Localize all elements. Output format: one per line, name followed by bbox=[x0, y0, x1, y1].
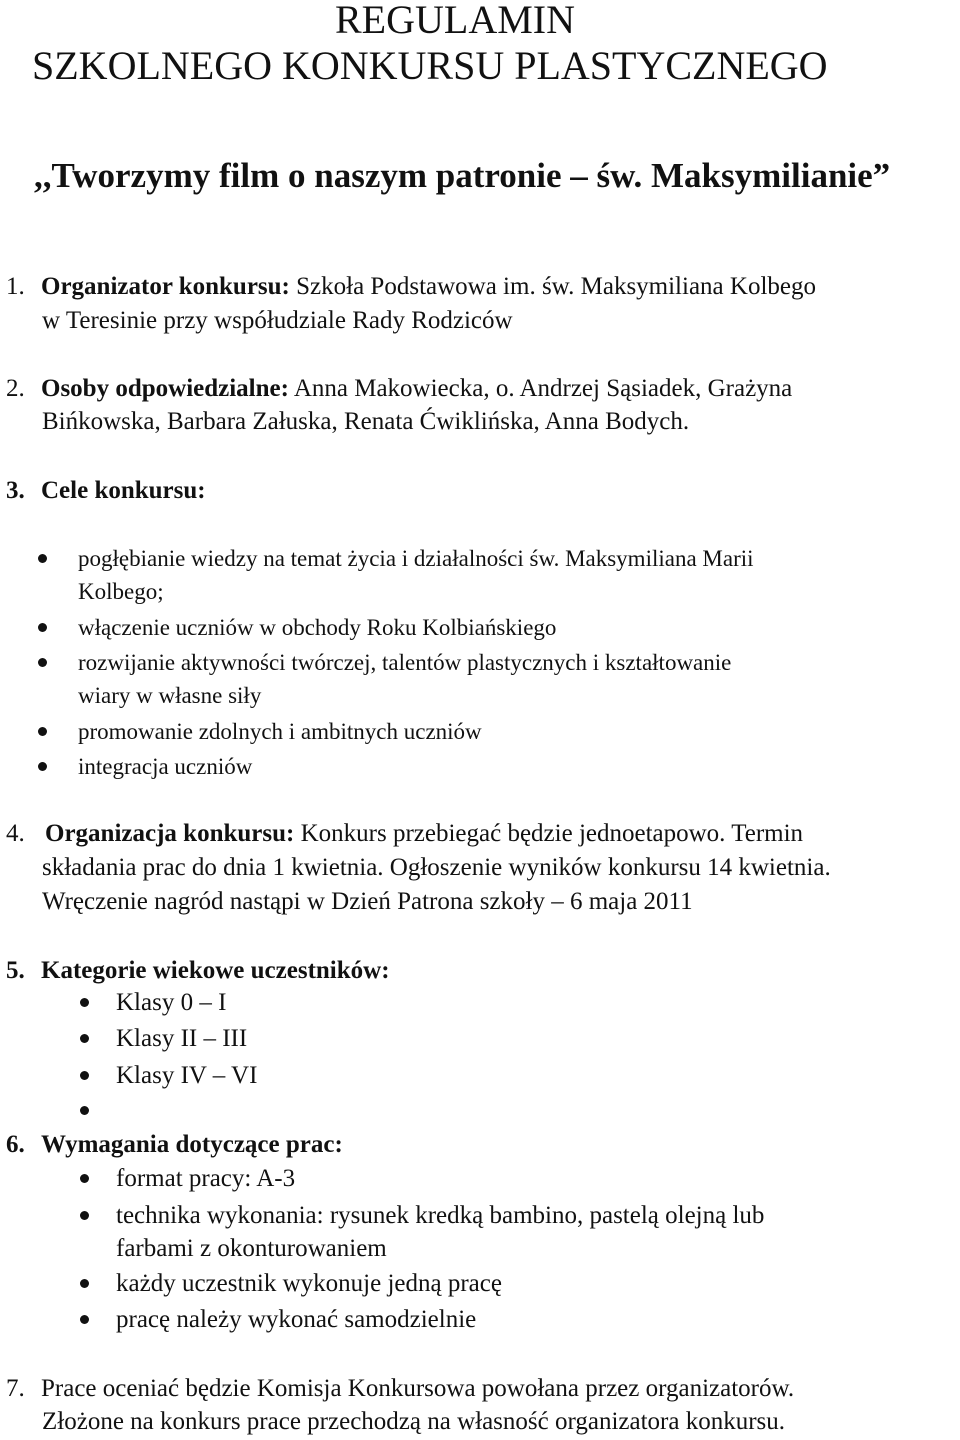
goal-item-2: włączenie uczniów w obchody Roku Kolbiańskiego bbox=[78, 615, 557, 640]
section-3 bbox=[6, 474, 206, 507]
requirement-4: pracę należy wykonać samodzielnie bbox=[116, 1306, 477, 1333]
section-2-text: Anna Makowiecka, o. Andrzej Sąsiadek, Grażyna bbox=[288, 375, 793, 402]
document-title-line1: REGULAMIN bbox=[335, 0, 575, 42]
bullet-icon bbox=[80, 1174, 89, 1183]
section-4-label: Organizacja konkursu: bbox=[45, 820, 295, 847]
section-4-number: 4. bbox=[6, 820, 25, 847]
section-4-text: Konkurs przebiegać będzie jednoetapowo. Termin bbox=[294, 820, 804, 847]
section-5-number: 5. bbox=[6, 957, 25, 984]
section-6-label: Wymagania dotyczące prac: bbox=[41, 1131, 343, 1158]
goal-item-3: rozwijanie aktywności twórczej, talentów plastycznych i kształtowanie bbox=[78, 650, 732, 675]
section-6-number: 6. bbox=[6, 1131, 25, 1158]
section-4-text-cont: składania prac do dnia 1 kwietnia. Ogłoszenie wyników konkursu 14 kwietnia. bbox=[42, 854, 831, 881]
section-1-label: Organizator konkursu: bbox=[41, 273, 290, 300]
section-1-text-cont: w Teresinie przy współudziale Rady Rodziców bbox=[42, 307, 513, 334]
goal-item-1: pogłębianie wiedzy na temat życia i działalności św. Maksymiliana Marii bbox=[78, 546, 754, 571]
section-2-label: Osoby odpowiedzialne: bbox=[41, 375, 289, 402]
bullet-icon bbox=[80, 1279, 89, 1288]
section-1-number: 1. bbox=[6, 273, 25, 300]
bullet-icon bbox=[80, 1034, 89, 1043]
bullet-icon bbox=[80, 1071, 89, 1080]
requirement-3: każdy uczestnik wykonuje jedną pracę bbox=[116, 1270, 502, 1297]
age-category-2: Klasy II – III bbox=[116, 1025, 248, 1052]
requirement-2: technika wykonania: rysunek kredką bambino, pastelą olejną lub bbox=[116, 1202, 765, 1229]
section-4-text-cont2: Wręczenie nagród nastąpi w Dzień Patrona szkoły – 6 maja 2011 bbox=[42, 888, 693, 915]
section-2-number: 2. bbox=[6, 375, 25, 402]
requirement-2-cont: farbami z okonturowaniem bbox=[116, 1235, 387, 1262]
section-5-label: Kategorie wiekowe uczestników: bbox=[41, 957, 390, 984]
section-7 bbox=[6, 1372, 794, 1405]
bullet-icon bbox=[38, 554, 47, 563]
goal-item-3-cont: wiary w własne siły bbox=[78, 683, 262, 708]
section-6 bbox=[6, 1128, 343, 1161]
bullet-icon bbox=[80, 1211, 89, 1220]
section-3-label: Cele konkursu: bbox=[41, 477, 206, 504]
section-1 bbox=[6, 270, 816, 303]
section-4 bbox=[6, 817, 803, 850]
document-subtitle: ,,Tworzymy film o naszym patronie – św. Maksymilianie” bbox=[34, 156, 891, 195]
goal-item-5: integracja uczniów bbox=[78, 754, 253, 779]
goal-item-4: promowanie zdolnych i ambitnych uczniów bbox=[78, 719, 482, 744]
bullet-icon bbox=[80, 998, 89, 1007]
bullet-icon bbox=[38, 727, 47, 736]
bullet-icon bbox=[80, 1315, 89, 1324]
bullet-icon bbox=[38, 762, 47, 771]
document-title-line2: SZKOLNEGO KONKURSU PLASTYCZNEGO bbox=[32, 43, 828, 88]
section-2 bbox=[6, 372, 792, 405]
requirement-1: format pracy: A-3 bbox=[116, 1165, 296, 1192]
bullet-icon bbox=[38, 658, 47, 667]
age-category-1: Klasy 0 – I bbox=[116, 989, 227, 1016]
section-7-text: Prace oceniać będzie Komisja Konkursowa powołana przez organizatorów. bbox=[41, 1375, 795, 1402]
section-2-text-cont: Bińkowska, Barbara Załuska, Renata Ćwiklińska, Anna Bodych. bbox=[42, 408, 690, 435]
section-3-number: 3. bbox=[6, 477, 25, 504]
section-7-text-cont: Złożone na konkurs prace przechodzą na własność organizatora konkursu. bbox=[42, 1408, 786, 1435]
bullet-icon bbox=[38, 623, 47, 632]
section-5 bbox=[6, 954, 390, 987]
section-7-number: 7. bbox=[6, 1375, 25, 1402]
bullet-icon bbox=[80, 1106, 89, 1115]
section-1-text: Szkoła Podstawowa im. św. Maksymiliana Kolbego bbox=[289, 273, 816, 300]
goal-item-1-cont: Kolbego; bbox=[78, 579, 164, 604]
age-category-3: Klasy IV – VI bbox=[116, 1062, 258, 1089]
